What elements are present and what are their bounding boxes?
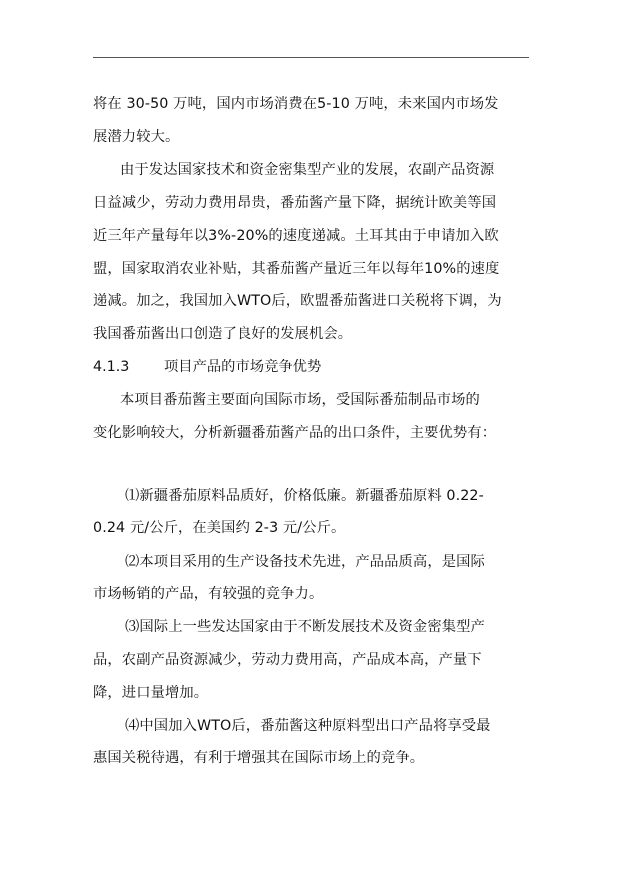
text-line: 市场畅销的产品，有较强的竞争力。 — [93, 586, 324, 602]
text-line: 将在 30-50 万吨，国内市场消费在5-10 万吨，未来国内市场发 — [93, 96, 499, 112]
list-item-3: ⑶国际上一些发达国家由于不断发展技术及资金密集型产 — [125, 619, 485, 635]
text-line: 0.24 元/公斤，在美国约 2-3 元/公斤。 — [93, 520, 346, 536]
section-number: 4.1.3 — [93, 359, 130, 375]
paragraph-first-line: 由于发达国家技术和资金密集型产业的发展，农副产品资源 — [120, 162, 495, 178]
list-item-1: ⑴新疆番茄原料品质好，价格低廉。新疆番茄原料 0.22- — [125, 488, 484, 504]
text-line: 日益减少，劳动力费用昂贵，番茄酱产量下降，据统计欧美等国 — [93, 195, 497, 211]
list-item-4: ⑷中国加入WTO后，番茄酱这种原料型出口产品将享受最 — [125, 718, 491, 734]
text-line: 递减。加之，我国加入WTO后，欧盟番茄酱进口关税将下调，为 — [93, 293, 502, 309]
paragraph-first-line: 本项目番茄酱主要面向国际市场，受国际番茄制品市场的 — [120, 392, 480, 408]
text-line: 惠国关税待遇，有利于增强其在国际市场上的竞争。 — [93, 750, 425, 766]
page-header-rule — [93, 57, 529, 58]
text-line: 盟，国家取消农业补贴，其番茄酱产量近三年以每年10%的速度 — [93, 261, 500, 277]
list-item-2: ⑵本项目采用的生产设备技术先进，产品品质高，是国际 — [125, 554, 485, 570]
text-line: 我国番茄酱出口创造了良好的发展机会。 — [93, 326, 353, 342]
text-line: 变化影响较大，分析新疆番茄酱产品的出口条件，主要优势有： — [93, 425, 497, 441]
section-title: 项目产品的市场竞争优势 — [164, 359, 322, 375]
text-line: 品，农副产品资源减少，劳动力费用高，产品成本高，产量下 — [93, 652, 482, 668]
text-line: 降，进口量增加。 — [93, 685, 209, 701]
text-line: 展潜力较大。 — [93, 129, 180, 145]
text-line: 近三年产量每年以3%-20%的速度递减。土耳其由于申请加入欧 — [93, 228, 499, 244]
